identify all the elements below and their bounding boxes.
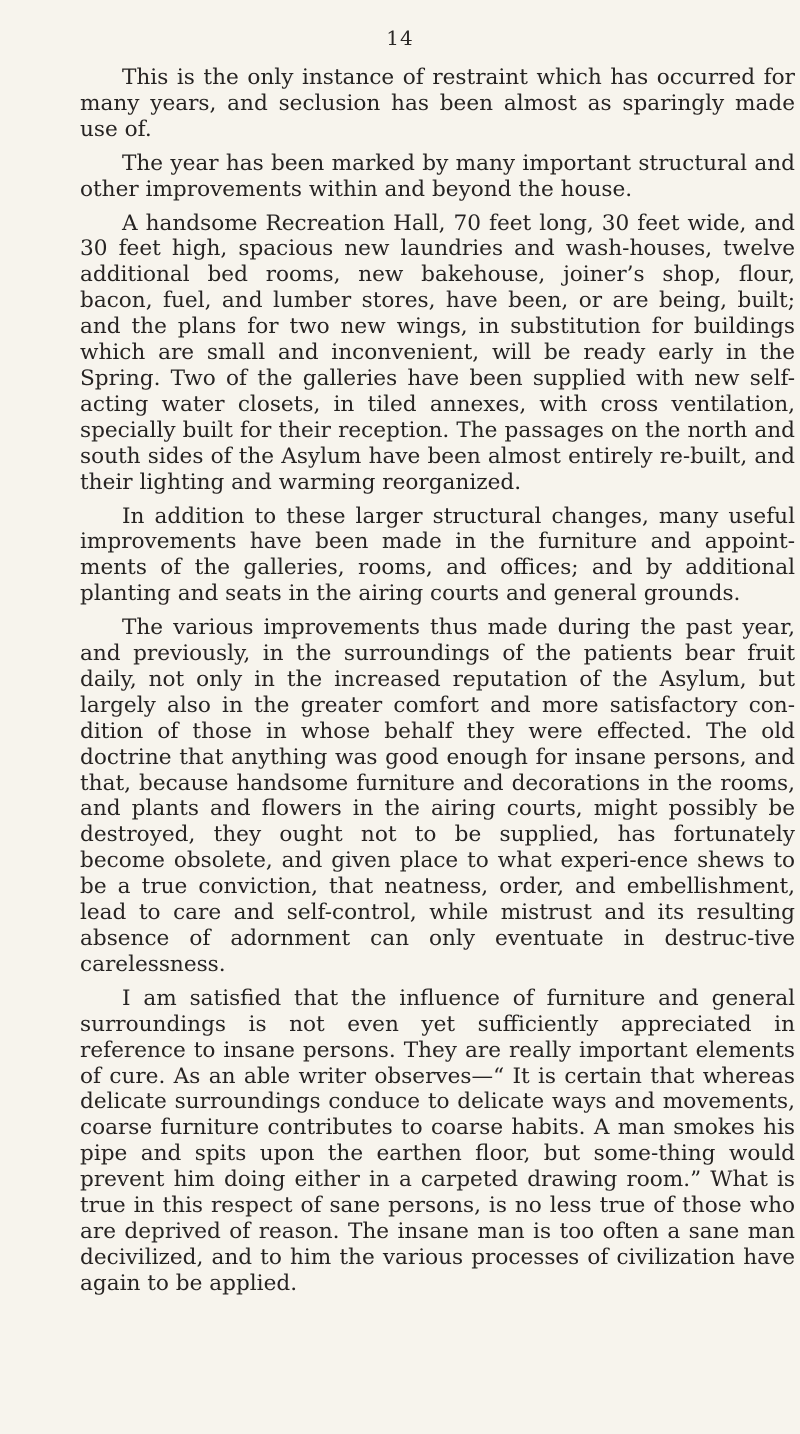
paragraph-recreation-hall: A handsome Recreation Hall, 70 feet long, 30 feet wide, and 30 feet high, spacious new laundries and wash-houses, twelve additional bed rooms, new bakehouse, joiner’s shop, flour, bacon, fuel, and lumber stores, have been, or are being, built; and the plans for two new wings, in substitution for buildings which are small and inconvenient, will be ready early in the Spring. Two of the galleries have been supplied with new self-acting water closets, in tiled annexes, with cross ventilation, specially built for their reception. The passages on the north and south sides of the Asylum have been almost entirely re-built, and their lighting and warming reorganized. [80, 210, 795, 495]
paragraph-furniture-improvements: In addition to these larger structural changes, many useful improvements have been made in the furniture and appoint-ments of the galleries, rooms, and offices; and by additional planting and seats in the airing courts and general grounds. [80, 503, 795, 607]
paragraph-influence-of-furniture: I am satisfied that the influence of furniture and general surroundings is not even yet sufficiently appreciated in reference to insane persons. They are really important elements of cure. As an able writer observes—“ It is certain that whereas delicate surroundings conduce to delicate ways and movements, coarse furniture contributes to coarse habits. A man smokes his pipe and spits upon the earthen floor, but some-thing would prevent him doing either in a carpeted drawing room.” What is true in this respect of sane persons, is no less true of those who are deprived of reason. The insane man is too often a sane man decivilized, and to him the various processes of civilization have again to be applied. [80, 985, 795, 1296]
body-text [80, 65, 795, 1297]
paragraph-restraint: This is the only instance of restraint which has occurred for many years, and seclusion has been almost as sparingly made use of. [80, 65, 795, 142]
paragraph-improvements-intro: The year has been marked by many important structural and other improvements within and beyond the house. [80, 150, 795, 202]
paragraph-surroundings-benefits: The various improvements thus made during the past year, and previously, in the surroundings of the patients bear fruit daily, not only in the increased reputation of the Asylum, but largely also in the greater comfort and more satisfactory con-dition of those in whose behalf they were effected. The old doctrine that anything was good enough for insane persons, and that, because handsome furniture and decorations in the rooms, and plants and flowers in the airing courts, might possibly be destroyed, they ought not to be supplied, has fortunately become obsolete, and given place to what experi-ence shews to be a true conviction, that neatness, order, and embellishment, lead to care and self-control, while mistrust and its resulting absence of adornment can only eventuate in destruc-tive carelessness. [80, 615, 795, 977]
page-number: 14 [386, 26, 414, 50]
